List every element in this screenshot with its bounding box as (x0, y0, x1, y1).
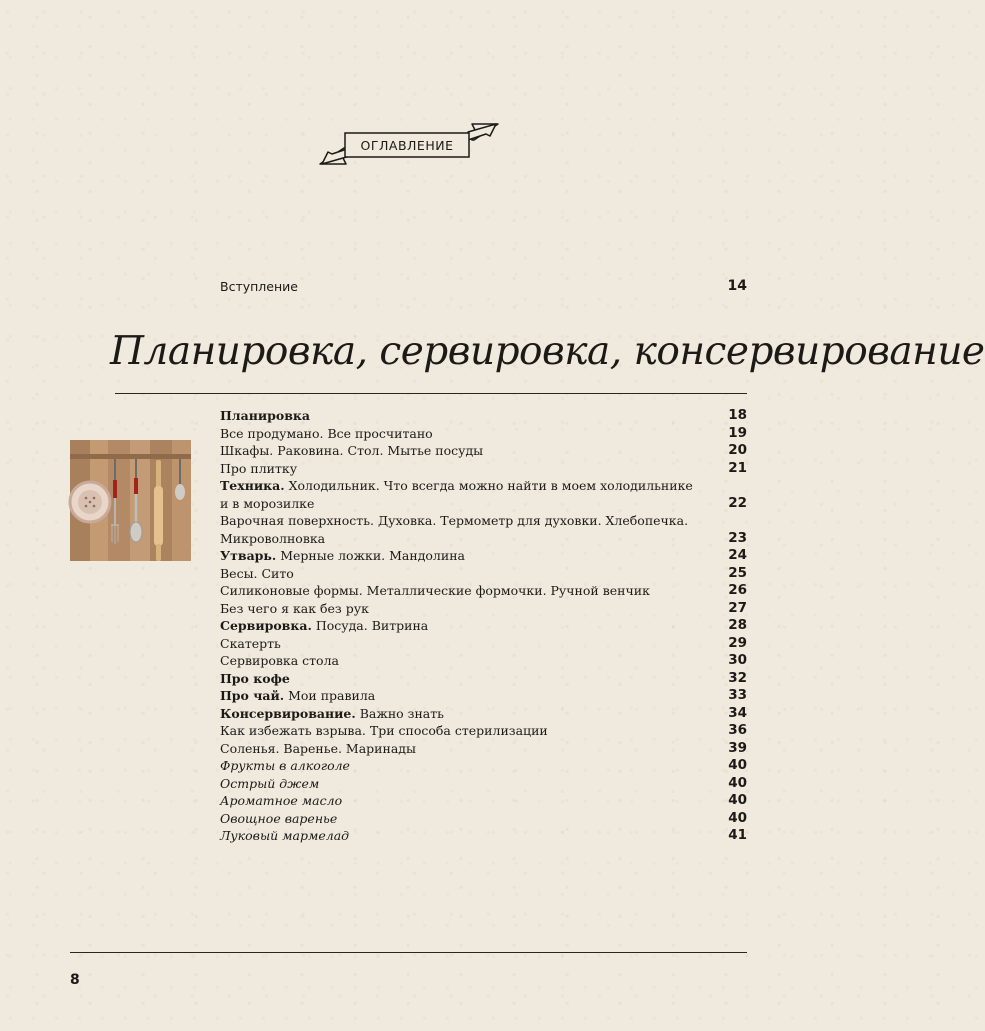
toc-entry-heading: Про чай. (220, 688, 285, 703)
toc-entry-label (220, 442, 723, 460)
toc-entry-label (220, 600, 723, 618)
toc-row[interactable] (220, 652, 747, 670)
toc-entry-text: Мои правила (284, 688, 376, 703)
toc-row[interactable] (220, 582, 747, 600)
toc-entry-label (220, 705, 723, 723)
toc-entry-heading: Планировка (220, 408, 311, 423)
toc-row[interactable] (220, 407, 747, 425)
toc-row-intro[interactable] (220, 277, 747, 295)
kitchen-utensils-icon (70, 440, 191, 561)
toc-page-number: 33 (728, 687, 747, 703)
toc-row[interactable] (220, 617, 747, 635)
toc-entry-text: Все продумано. Все просчитано (220, 425, 433, 441)
toc-entry-heading: Техника. (220, 478, 285, 493)
toc-row[interactable] (220, 460, 747, 478)
toc-page-number: 24 (728, 547, 747, 563)
toc-row[interactable] (220, 600, 747, 618)
toc-entry-label (220, 512, 723, 547)
toc-entry-label (220, 810, 723, 828)
toc-page-number: 29 (728, 634, 747, 651)
toc-page-number: 23 (728, 529, 747, 546)
toc-entry-text: Соленья. Варенье. Маринады (220, 740, 416, 756)
contents-heading: ОГЛАВЛЕНИЕ (360, 137, 454, 153)
toc-entry-text: Фрукты в алкоголе (220, 758, 350, 773)
section-divider (115, 393, 747, 394)
toc-entry-text: Мерные ложки. Мандолина (276, 548, 465, 563)
toc-list (220, 407, 747, 845)
toc-page-number: 30 (728, 652, 747, 668)
toc-entry-label (220, 740, 723, 758)
toc-entry-heading: Про кофе (220, 670, 290, 686)
toc-row[interactable] (220, 442, 747, 460)
toc-row[interactable] (220, 722, 747, 740)
toc-entry-label (220, 775, 723, 793)
toc-row[interactable] (220, 425, 747, 443)
toc-entry-label (220, 652, 723, 670)
toc-entry-label (220, 722, 723, 740)
toc-page-number: 25 (728, 564, 747, 581)
section-title: Планировка, сервировка, консервирование (110, 329, 985, 374)
toc-page-number: 41 (728, 827, 747, 843)
toc-page-number: 40 (728, 809, 747, 826)
toc-entry-label (220, 582, 723, 600)
toc-page-number: 18 (728, 407, 747, 423)
toc-page-number: 26 (728, 582, 747, 598)
toc-entry-label: Вступление (220, 278, 298, 294)
toc-row[interactable] (220, 670, 747, 688)
toc-entry-text: Как избежать взрыва. Три способа стерилизации (220, 723, 548, 738)
toc-page-number: 40 (728, 757, 747, 773)
toc-row[interactable] (220, 775, 747, 793)
toc-entry-label (220, 547, 723, 565)
toc-entry-label (220, 635, 723, 653)
toc-row[interactable] (220, 512, 747, 547)
kitchen-utensils-illustration (70, 440, 191, 561)
footer-divider (70, 952, 747, 953)
toc-entry-heading: Утварь. (220, 548, 277, 563)
toc-row[interactable] (220, 565, 747, 583)
toc-entry-label (220, 827, 723, 845)
toc-entry-label (220, 407, 723, 425)
toc-entry-text: Посуда. Витрина (311, 618, 429, 633)
toc-entry-text: Луковый мармелад (220, 828, 350, 843)
toc-entry-heading: Сервировка. (220, 618, 312, 633)
toc-entry-text: Скатерть (220, 635, 281, 651)
toc-entry-text: Варочная поверхность. Духовка. Термометр для духовки. Хлебопечка. Микроволновка (220, 513, 689, 546)
toc-page-number: 40 (728, 792, 747, 808)
toc-entry-text: Ароматное масло (220, 793, 343, 808)
toc-page-number: 32 (728, 669, 747, 686)
toc-row[interactable] (220, 547, 747, 565)
toc-entry-text: Сервировка стола (220, 653, 339, 668)
toc-row[interactable] (220, 477, 747, 512)
toc-entry-label (220, 687, 723, 705)
toc-row[interactable] (220, 757, 747, 775)
page-number: 8 (70, 972, 80, 988)
toc-entry-text: Холодильник. Что всегда можно найти в моем холодильнике и в морозилке (220, 478, 693, 511)
toc-entry-label (220, 670, 723, 688)
toc-page-number: 36 (728, 722, 747, 738)
toc-entry-text: Силиконовые формы. Металлические формочки. Ручной венчик (220, 583, 650, 598)
toc-page-number: 20 (728, 442, 747, 458)
toc-row[interactable] (220, 705, 747, 723)
toc-entry-text: Овощное варенье (220, 810, 338, 826)
toc-page-number: 39 (728, 739, 747, 756)
toc-page-number: 22 (728, 494, 747, 511)
toc-entry-label (220, 565, 723, 583)
toc-entry-label (220, 425, 723, 443)
toc-page-number: 21 (728, 459, 747, 476)
toc-entry-heading: Консервирование. (220, 705, 356, 721)
toc-page-number: 28 (728, 617, 747, 633)
toc-row[interactable] (220, 635, 747, 653)
toc-entry-label (220, 477, 723, 512)
toc-entry-text: Важно знать (355, 705, 444, 721)
toc-row[interactable] (220, 810, 747, 828)
toc-row[interactable] (220, 740, 747, 758)
toc-page-number: 40 (728, 774, 747, 791)
toc-entry-text: Острый джем (220, 775, 320, 791)
toc-entry-label (220, 460, 723, 478)
toc-row[interactable] (220, 687, 747, 705)
toc-entry-label (220, 617, 723, 635)
toc-row[interactable] (220, 792, 747, 810)
toc-page-number: 19 (728, 424, 747, 441)
toc-entry-text: Про плитку (220, 460, 298, 476)
toc-entry-text: Без чего я как без рук (220, 600, 369, 616)
toc-page-number: 27 (728, 599, 747, 616)
toc-entry-label (220, 792, 723, 810)
toc-page-number: 34 (728, 704, 747, 721)
toc-page-number: 14 (727, 278, 747, 294)
toc-entry-text: Шкафы. Раковина. Стол. Мытье посуды (220, 443, 484, 458)
toc-entry-label (220, 757, 723, 775)
toc-entry-text: Весы. Сито (220, 565, 294, 581)
toc-row[interactable] (220, 827, 747, 845)
